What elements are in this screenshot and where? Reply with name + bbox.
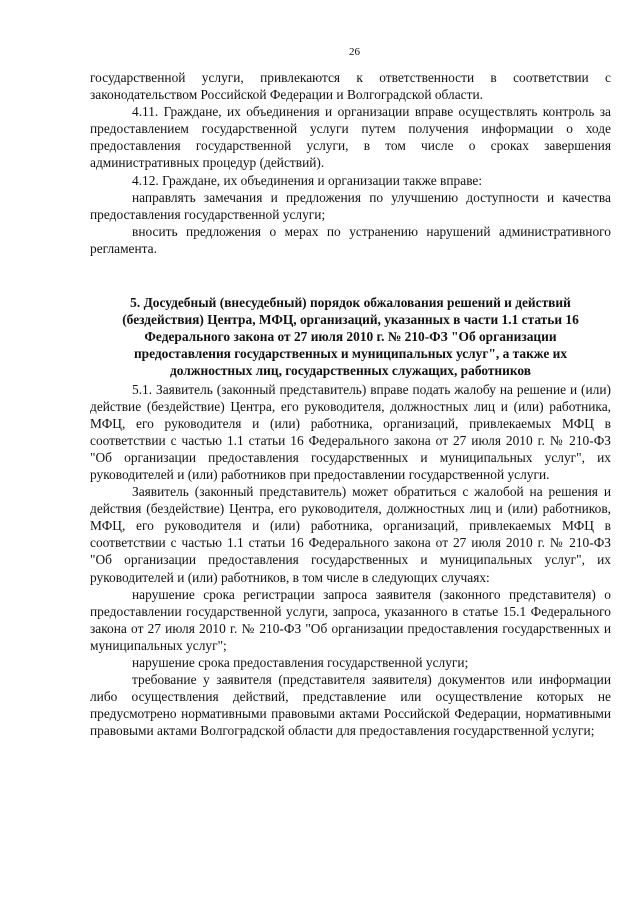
document-page xyxy=(90,0,611,739)
section-5-text-block xyxy=(90,381,611,740)
paragraph-4-12-item-1: направлять замечания и предложения по улучшению доступности и качества предоставления государственной услуги; xyxy=(90,189,611,222)
section-5-heading: 5. Досудебный (внесудебный) порядок обжалования решений и действий (бездействия) Центра, МФЦ, организаций, указанных в части 1.1 статьи 16 Федерального закона от 27 июля 2010 г. № 210-ФЗ "Об организации предоставления государственных и муниципальных услуг", а также их должностных лиц, государственных служащих, работников xyxy=(122,295,579,379)
paragraph-5-1: 5.1. Заявитель (законный представитель) вправе подать жалобу на решение и (или) действие (бездействие) Центра, его руководителя, должностных лиц и (или) работника, МФЦ, его руководителя и (или) работника, организаций, привлекаемых МФЦ в соответствии с частью 1.1 статьи 16 Федерального закона от 27 июля 2010 г. № 210-ФЗ "Об организации предоставления государственных и муниципальных услуг", их руководителей и (или) работников при предоставлении государственной услуги. xyxy=(90,381,611,482)
paragraph-4-12-item-2: вносить предложения о мерах по устранению нарушений административного регламента. xyxy=(90,223,611,256)
case-item-3: требование у заявителя (представителя заявителя) документов или информации либо осуществления действий, представление или осуществление которых не предусмотрено нормативными правовыми актами Российской Федерации, нормативными правовыми актами Волгоградской области для предоставления государственной услуги; xyxy=(90,672,611,739)
case-item-1: нарушение срока регистрации запроса заявителя (законного представителя) о предоставлении государственной услуги, запроса, указанного в статье 15.1 Федерального закона от 27 июля 2010 г. № 210-ФЗ "Об организации предоставления государственных и муниципальных услуг"; xyxy=(90,586,611,653)
paragraph-4-11: 4.11. Граждане, их объединения и организации вправе осуществлять контроль за предоставлением государственной услуги путем получения информации о ходе предоставления государственной услуги, в том числе о сроках завершения административных процедур (действий). xyxy=(90,104,611,171)
paragraph-4-10-continuation: государственной услуги, привлекаются к ответственности в соответствии с законодательством Российской Федерации и Волгоградской области. xyxy=(90,70,611,103)
case-item-2: нарушение срока предоставления государственной услуги; xyxy=(132,655,469,670)
page-number: 26 xyxy=(349,46,360,58)
paragraph-5-1-cases: Заявитель (законный представитель) может обратиться с жалобой на решения и действия (бездействие) Центра, его руководителя, должностных лиц и (или) работников, МФЦ, его руководителя и (или) работника, организаций, привлекаемых МФЦ в соответствии с частью 1.1 статьи 16 Федерального закона от 27 июля 2010 г. № 210-ФЗ "Об организации предоставления государственных и муниципальных услуг", их руководителей и (или) работников, в том числе в следующих случаях: xyxy=(90,484,611,585)
paragraph-4-12: 4.12. Граждане, их объединения и организации также вправе: xyxy=(132,172,483,188)
top-text-block xyxy=(90,69,611,257)
